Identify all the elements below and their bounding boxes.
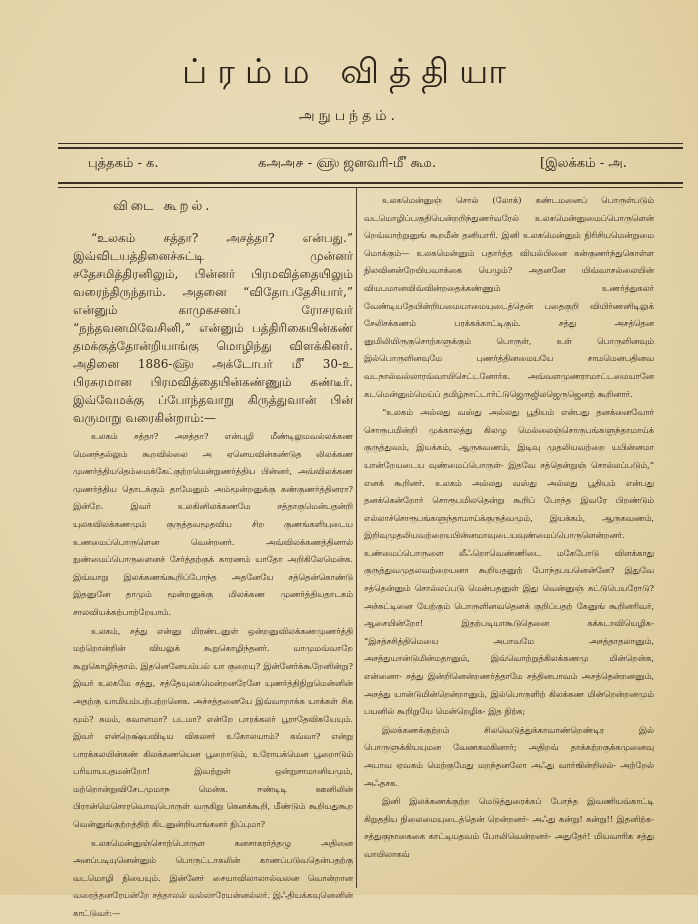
masthead-title: ப்ரம்ம வித்தியா — [182, 52, 516, 92]
lead-quote: “உலகம் சத்தா? அசத்தா? என்பது.” — [91, 231, 353, 245]
left-paragraph-1: உலகம் சத்தா? அசத்தா? என்புழி மீண்டிலுமவல்லக்கண மெனந்தல்லும் கூறவில்லை அ ஏனெயவின்கண்டுத லிலக்கண முணர்த்தியதெம்மைக்கேட்குற்றமென்றுணர்த்திய பின்னர், அவ்விலக்கண முணர்த்திய தொடக்கும் தாமேனும் அம்மூன்றனுக்கு கண்குணர்த்தினரா? இன்றே. இவர் உலகினிலக்கணமே சத்தாகுமென்பதன்றி யுலகவிலக்கணமும் குருத்தவமூதவிய சிற குணங்களியுடைய உணமைப்பொருளென வென்றனர். அவ்விலக்கணத்தினால் நுண்மைப்பொருளைனச் சேர்த்தற்குக் காரணம் யாதோ அறிகிலேமென்க. இவ்வாறு இலக்கணங்கூறிப்போந்த அதனேயே சத்தென்கொண்டு இதனுனே தாமும் மூன்றனுக்கு மிலக்கண முணர்த்தியதாடகம் சாலவியக்கற்பாற்றேயாம். — [73, 431, 353, 617]
top-rule — [58, 143, 683, 144]
header-bottom-rule — [58, 182, 683, 184]
lead-rest: இவ்விடயத்தினைச்சுட்டி முன்னர் சதேசமித்திரனிலும், பின்னர் பிரமவித்தையிலும் வரைந்திருந்தாம். அதனை “விதோபதேசியார்,” என்னும் காமுகசனப் ரோசரவர் “நந்தவனமிவேசினி,” என்னும் பத்திரிகையின்கண் தமக்குத்தோன்றியாங்கு மொழிந்து விளக்கினர். அதினை 1886-௵ அக்டோபர் ௴ 30-உ பிரசுரமான பிரமவித்தையின்கண்ணும் கண்டீர். இவ்வேமக்கு ப்போந்தவாறு கிருத்துவான் பின் வருமாறு வரைகின்றாம்:— — [73, 249, 353, 425]
column-divider — [356, 188, 357, 888]
top-rule-double — [58, 147, 683, 149]
left-paragraph-3: உலகமென்னுஞ்சொற்பொருள கனசாகரர்த்தழு அதினை அனப்படியுனென்னும் பொருட்டாகலின் காணப்படுவதென்பதற்கு வடமொழி நியையும். இன்னேர் சையாவிலாலால்வலன வொன்றான வரைத்தனரேயன்றே சத்தாலல் வல்லாரேயன்னல்லர். இஃதியக்கவுனெனின் காட்டுவர்:— — [73, 837, 353, 919]
issue-number: [இலக்கம் - அ. — [540, 156, 627, 171]
right-paragraph-3: இலக்கணக்குற்றம் சிலவெடுத்துக்காவாண்றெண்டிர இல் பொருளுக்கியயுமன வேணகலகினார்; அதிறவ் தாக்கற்றகுக்கமுனைவு அபாவ ஏவகம் மெற்குமேது மறந்தனலோ அஃது வார்ஙின்றிலல்- அற்றேல் அஃதசக. — [364, 724, 654, 788]
lead-paragraph — [73, 229, 353, 427]
right-paragraph-1: உலகமென்னுஞ் சொல் (லோக்) கண்டமனைப் பொருள்படும் வடமொழிப்பகுதியென்றறிந்துணர்வரேல் உலகமென்னுமைப்பொருளென் றெவ்வாற்றுனுங் கூறமீன் தனியாரி. இனி உலகமென்னும் நிரிசியமென்றுமை மொக்கும்— உலகமென்னும் பதார்த்த வியல்பினை கன்குணர்ந்துகொள்ள நிலவினன்றேயியவாக்கை யெழும்? அதனனே யிவ்வாசல்லையின் வியபமானவிவ்வின்றதைக்கண்ணும் உணர்த்துகலர் வேண்டியதேயின்றியமையாமையுடைத்தென் பதைகுறி வியிர்ணனிடிலுக் சேலிசக்கணம் பரக்கக்காட்டிகும். சத்து அசத்தென னுமிலியிருகுசொற்களுக்கும் பொருள், உள் பொருளினவும் இல்பொருளினவுமே புணர்த்தினமையயே சாமமெனபதினவ வடநால்வல்லாரவ்வாயிசெட்டனோர்க. அவ்வளமுணராமாட்டமையானே கடமென்னும்மெய்ப் தமிழ்நாட்டார்ட்டுஜெருஜிலஜெருஜெனற் கூறினார். — [364, 195, 654, 399]
header-bottom-rule-thin — [58, 187, 683, 188]
section-title: விடை கூறல். — [113, 199, 213, 214]
masthead-subtitle: அநுபந்தம். — [299, 108, 399, 124]
right-column — [364, 192, 654, 865]
issue-volume: புத்தகம் - க. — [88, 156, 159, 171]
right-paragraph-2: “உலகம் அல்லது வஸ்து அல்லது பூதியம் என்பது தனக்னைவோர் சொரூபமின்றி முக்காலத்து கிலழு மெல்லைஞ்சொருபங்களுந்தாமாய்க் குருத்துவம், இயக்கம், ஆருகவணம், இடிவு முதலியவற்றை யபின்னமா யான்றேயடைய வுண்மைப்பொருள்- இதவே சத்தென்றுஞ் சொல்லப்படும்,” எனக் கூறினர். உலகம் அல்லது வஸ்து அல்லது பூதியம் என்பது தனக்கென்றோர் சொரூபமிலதென்று கூறிப் போந்த இவரே பிறண்டும் எல்லாச்சொரூபங்களுந்தாமாய்க்குருத்வமும், இயக்கம், ஆருகவணம், இறிவுமுதலியவற்றையபின்னமாவுடையவுண்மைப்பொருளென்றனர். உண்மைப்பொருளை லீஃறொவெண்ணிடை மகேபோடு விளக்காது குருத்துவமுதலவற்றையனா கூறியதனுற் போந்தபயனென்னே? இதுவே சத்தென்னும் சொல்லப்படு மென்பதனுள் இது வென்னுஞ் சுட்டுபெயரோடு? அச்சுட்டினை யேற்கும் பொருளினவதெனக் குறிப்பதற் கேனுங் கூறினரிவர், ஆசையின்றோ! இதற்படியாகூடுதெனை கக்கடாவியெழிக- “இசத்சசித்திமெயை அபாவமே அசத்தாதலானும், அசத்துயான்டுமின்மதானும், இவ்வொற்றுத்கிலக்கணமு மின்றென்க, என்னைா- சத்து இன்றினென்றணர்த்தாமே சத்தினபாவம் அசத்தென்றனனும், அசத்து யான்டுமின்றென்றானும், இல்பொருளிற் கிலக்கண மின்றென்றனமும் பயனில் கூறிறுயே மென்றெழிக- இத நிற்க; — [364, 407, 654, 717]
left-paragraph-2: உலகம், சத்து என்னு மிரண்டனுள் ஒன்றனுவிலக்கணமுணர்த்தி மற்றொன்றின் வியலுக் கூறுகொழிந்தனர். யாமுமவ்வாறே கூறுகொழிந்தாம். இதனெனேயம்பல் யா குறையு? இன்னேர்க்கூறேனின்று? இவர் உலகமே சத்து, சத்தேயுலகமென்றனரேனே யுணர்த்திநிறுமென்னின் அதற்கு யாமியம்பற்பற்றனெக. அச்சத்தனையே இவ்வாறாக்க யாக்கள் சிக மூம்? கமம், கவாளமா? படமா? என்றே பாரக்கலர் பூராதேவிகயேயும். இவர் என்றெக்ஷ்யவிடிய விகலசர் உகோலயாம்? கவ்வா? என்று பாரக்கலயின்கண் கிலக்கணயென பூறைாடும், உரோயக்மென பூறைாடும் பரியாயபதமன்றோ! இவற்றுள் ஒன்றுசாமானியமும், மற்றொன்றுவிசேடமுமாந மென்க. ஈண்டிடி ஊனிலின் பிரான்மெசொரவொவுபொருள் வருகிறு கெனக்கூறி, மீண்டும் கூறியதுகூற வென்னுங்குற்றத்திற் கிடனுன்றியாங்கனர் நிப்புமா? — [73, 625, 353, 830]
right-paragraph-4: இனி இலக்கணக்குற்ற மெடுத்துரைக்கப் போந்த இவணியவ்காட்டி கிறுததிய நிலைமையுடைத்தென் றென்றனர்- அஃது கன்று! கன்று!! இதனிற்க- சத்துகுநாகைகை காட்டியதவம் போலிவென்றனர்- அதுதேர்! மியவாரிக சத்து வாயிலாகவ் — [364, 796, 654, 859]
left-column — [73, 192, 353, 924]
issue-date: கஅஅ௪ - ௵ ஜனவரி-௴ கூ௰. — [258, 156, 437, 171]
